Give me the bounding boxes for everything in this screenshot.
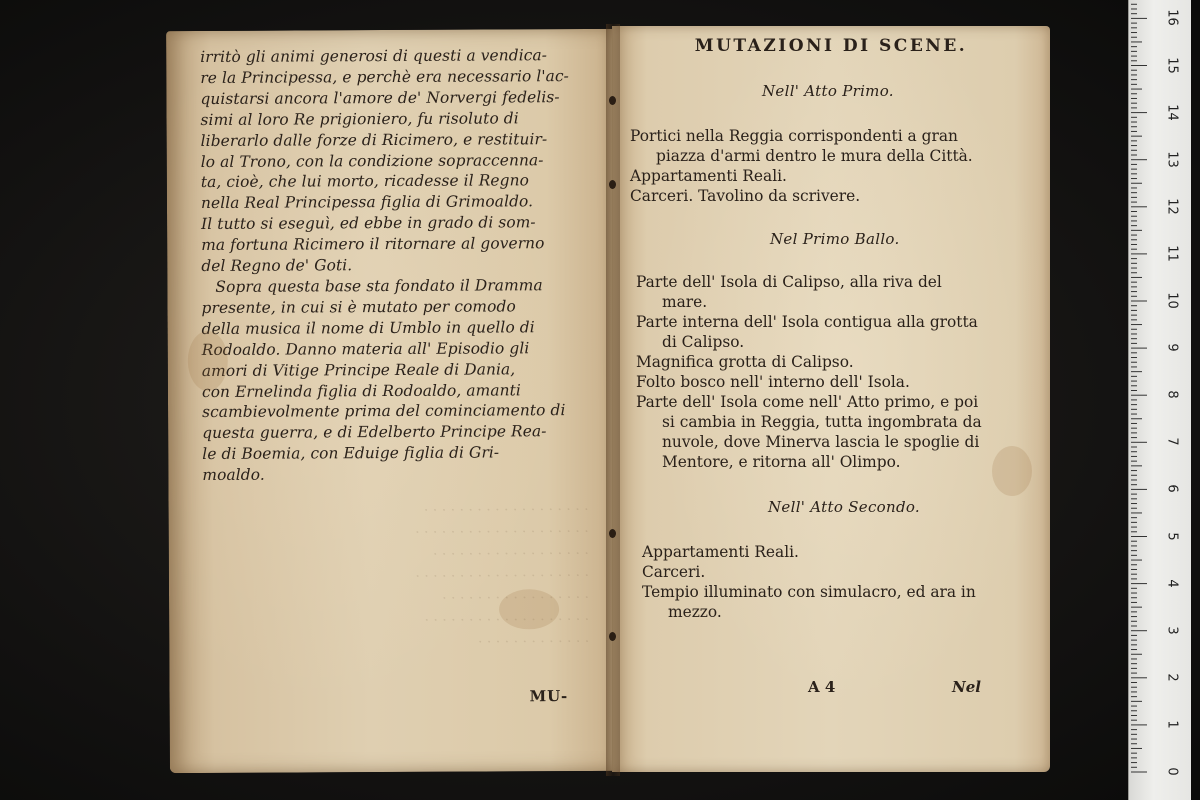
scene-item (636, 312, 982, 352)
text-line: del Regno de' Goti. (201, 256, 353, 276)
text-line: questa guerra, e di Edelberto Principe Rea- (202, 422, 547, 443)
text-line: amori di Vitige Principe Reale di Dania, (201, 359, 516, 380)
text-line: nella Real Principessa figlia di Grimoaldo. (200, 192, 534, 213)
scene-line: Tempio illuminato con simulacro, ed ara in (642, 583, 976, 601)
foxing-stain (992, 446, 1032, 496)
scene-line: Carceri. Tavolino da scrivere. (630, 187, 861, 205)
ruler-label: 16 (1164, 9, 1180, 27)
text-line: re la Principessa, e perchè era necessario l'ac- (200, 66, 570, 87)
section-title: Nell' Atto Primo. (762, 82, 894, 100)
scene-item (642, 582, 976, 622)
binding-stitch (609, 632, 616, 641)
ruler-label: 3 (1164, 626, 1180, 635)
text-line: scambievolmente prima del cominciamento di (202, 401, 566, 422)
text-line: presente, in cui si è mutato per comodo (201, 297, 516, 317)
scene-line: nuvole, dove Minerva lascia le spoglie di (662, 433, 980, 451)
right-page (612, 26, 1050, 772)
scene-line: di Calipso. (662, 333, 745, 351)
ruler-label: 6 (1164, 484, 1180, 494)
scene-line: mare. (662, 293, 708, 311)
bleed-through-text: · · · · · · · · · · · · · · · · · · · · · · · · · · · · · · · · · · · · · · · · · · · · · · · · · · · · · · · · · · · · · · · · · · · · · · · · · · · · · · · · · · · · · · · · · · · · · · · · · · · · · · · · · · · · · · · · · · · · · · · · · · · · · · (415, 501, 590, 651)
scene-item (636, 392, 982, 472)
catchword-left: MU- (529, 687, 569, 706)
scene-item (630, 186, 973, 206)
scene-line: piazza d'armi dentro le mura della Città. (656, 147, 973, 165)
ruler-label: 14 (1164, 103, 1180, 121)
scene-line: Mentore, e ritorna all' Olimpo. (662, 453, 901, 471)
scene-item (630, 126, 973, 166)
text-line: quistarsi ancora l'amore de' Norvergi fedelis- (200, 87, 560, 108)
ruler-label: 13 (1164, 150, 1180, 168)
binding-stitch (609, 180, 616, 189)
signature-mark: A 4 (808, 678, 836, 696)
scene-item (636, 372, 982, 392)
scene-item (636, 352, 982, 372)
ruler-label: 1 (1164, 720, 1180, 729)
ruler-ticks (1129, 0, 1191, 800)
section-title: Nel Primo Ballo. (770, 230, 900, 248)
text-line: Il tutto si eseguì, ed ebbe in grado di som- (201, 213, 536, 234)
binding-stitch (609, 529, 616, 538)
scene-line: Appartamenti Reali. (642, 543, 799, 561)
ruler-label: 7 (1164, 437, 1180, 446)
ruler-label: 11 (1164, 245, 1180, 262)
text-line: della musica il nome di Umblo in quello di (201, 318, 535, 338)
text-line: Rodoaldo. Danno materia all' Episodio gli (201, 338, 530, 359)
page-heading: MUTAZIONI DI SCENE. (694, 36, 968, 56)
scene-item (642, 542, 976, 562)
scene-line: mezzo. (668, 603, 722, 621)
text-line: Sopra questa base sta fondato il Dramma (215, 276, 543, 296)
text-line: ta, cioè, che lui morto, ricadesse il Regno (200, 171, 529, 192)
left-page-text (200, 45, 602, 486)
text-line: irritò gli animi generosi di questi a vendica- (200, 46, 548, 66)
open-book (160, 24, 1050, 776)
text-line: liberarlo dalle forze di Ricimero, e restituir- (200, 129, 548, 150)
ruler-label: 8 (1164, 390, 1180, 399)
scene-line: Magnifica grotta di Calipso. (636, 353, 854, 371)
text-line: lo al Trono, con la condizione sopraccenna- (200, 150, 544, 171)
left-page (166, 29, 616, 773)
scene-line: Appartamenti Reali. (630, 167, 787, 185)
binding-stitch (609, 96, 616, 105)
scene-line: Parte dell' Isola di Calipso, alla riva del (636, 273, 942, 291)
section-title: Nell' Atto Secondo. (768, 498, 920, 516)
ruler-label: 9 (1164, 343, 1180, 352)
book-gutter (606, 24, 620, 776)
text-line: simi al loro Re prigioniero, fu risoluto di (200, 109, 519, 129)
scene-item (630, 166, 973, 186)
foxing-stain (188, 331, 228, 391)
ruler-label: 4 (1164, 578, 1180, 588)
measurement-ruler (1128, 0, 1191, 800)
foxing-stain (499, 589, 559, 629)
section-list (642, 542, 976, 622)
scene-line: Parte interna dell' Isola contigua alla grotta (636, 313, 978, 331)
text-line: con Ernelinda figlia di Rodoaldo, amanti (201, 380, 521, 401)
text-line: le di Boemia, con Eduige figlia di Gri- (202, 443, 500, 464)
ruler-label: 2 (1164, 673, 1180, 682)
scene-item (636, 272, 982, 312)
scene-line: Carceri. (642, 563, 706, 581)
section-list (636, 272, 982, 472)
ruler-label: 15 (1164, 56, 1180, 74)
scene-line: si cambia in Reggia, tutta ingombrata da (662, 413, 982, 431)
ruler-label: 5 (1164, 531, 1180, 541)
text-line: moaldo. (202, 465, 265, 485)
ruler-label: 0 (1164, 767, 1180, 776)
ruler-label: 12 (1164, 198, 1180, 215)
scene-item (642, 562, 976, 582)
text-line: ma fortuna Ricimero il ritornare al governo (201, 234, 545, 255)
catchword-right: Nel (952, 678, 981, 696)
scene-line: Parte dell' Isola come nell' Atto primo, e poi (636, 393, 979, 411)
section-list (630, 126, 973, 206)
scene-line: Folto bosco nell' interno dell' Isola. (636, 373, 910, 391)
ruler-label: 10 (1164, 292, 1180, 309)
scene-line: Portici nella Reggia corrispondenti a gran (630, 127, 958, 145)
